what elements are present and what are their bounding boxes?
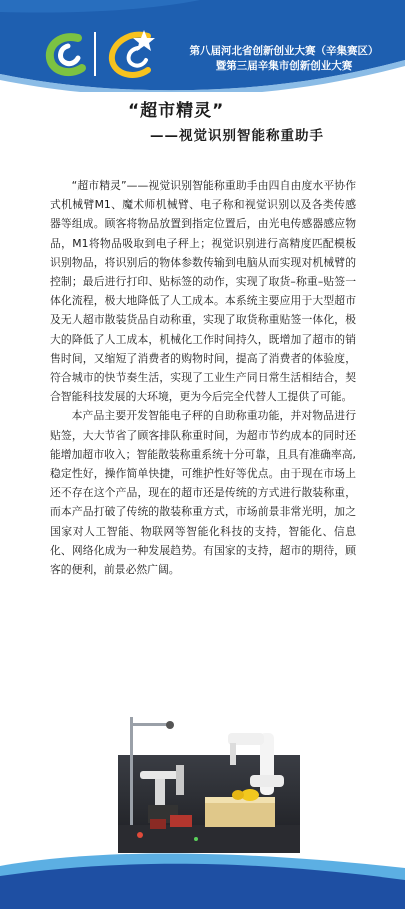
contest-title: [168, 44, 400, 74]
contest-title-line2: 暨第三届辛集市创新创业大赛: [215, 60, 353, 72]
product-description: [50, 176, 356, 579]
footer-wave: [0, 846, 405, 909]
contest-title-line1: 第八届河北省创新创业大赛（辛集赛区）: [189, 45, 379, 57]
contest-logo: [38, 26, 178, 82]
product-photo: [110, 715, 300, 853]
product-title-sub: ——视觉识别智能称重助手: [150, 128, 324, 144]
product-title-main: “超市精灵”: [128, 101, 225, 121]
description-paragraph-1: “超市精灵”——视觉识别智能称重助手由四自由度水平协作式机械臂M1、魔术师机械臂、电子称和视觉识别以及各类传感器等组成。顾客将物品放置到指定位置后，由光电传感器感应物品，M1将物品吸取到电子秤上；视觉识别进行高精度匹配模板识别物品，将识别后的物体参数传输到电脑从而实现对机械臂的控制；最后进行打印、贴标签的动作，实现了取货–称重–贴签一体化流程，极大地降低了人工成本。本系统主要应用于大型超市及无人超市散装货品自动称重，实现了取货称重贴签一体化，极大的降低了人工成本，机械化工作时间持久，既增加了超市的销售时间，又缩短了消费者的购物时间，提高了消费者的体验度，符合城市的快节奏生活，实现了工业生产同日常生活相结合，契合智能科技发展的大环境，更为今后完全代替人工提供了可能。: [50, 179, 356, 404]
description-paragraph-2: 本产品主要开发智能电子秤的自助称重功能，并对物品进行贴签，大大节省了顾客排队称重时间，为超市节约成本的同时还能增加超市收入；智能散装称重系统十分可靠，且具有准确率高,稳定性好，操作简单快捷，可维护性好等优点。由于现在市场上还不存在这个产品，现在的超市还是传统的方式进行散装称重，而本产品打破了传统的散装称重方式，市场前景非常光明，加之国家对人工智能、物联网等智能化科技的支持，智能化、信息化、网络化成为一种发展趋势。有国家的支持，超市的期待，顾客的便利，前景必然广阔。: [50, 409, 356, 577]
header-banner: [0, 0, 405, 92]
